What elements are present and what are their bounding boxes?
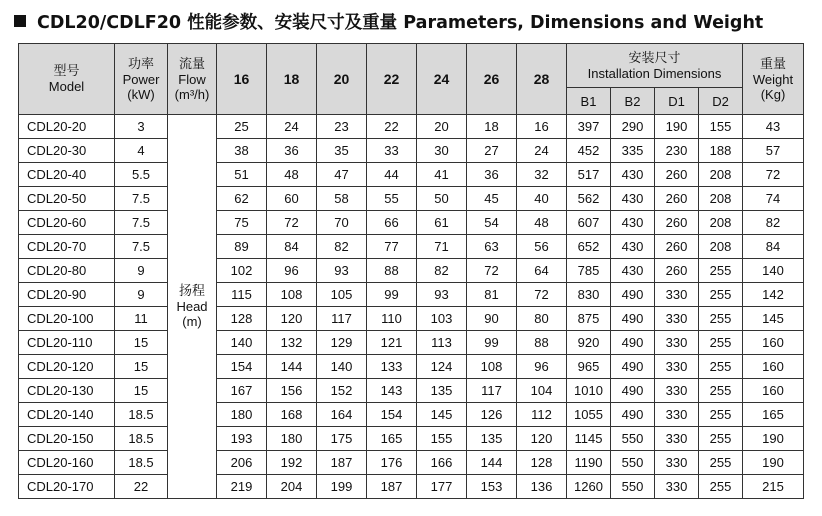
head-value-cell: 96	[517, 355, 567, 379]
dimension-value-cell: 330	[655, 403, 699, 427]
head-value-cell: 72	[267, 211, 317, 235]
head-value-cell: 153	[467, 475, 517, 499]
head-value-cell: 36	[267, 139, 317, 163]
head-value-cell: 32	[517, 163, 567, 187]
dimension-value-cell: 652	[567, 235, 611, 259]
weight-cell: 165	[743, 403, 804, 427]
head-value-cell: 22	[367, 115, 417, 139]
head-value-cell: 164	[317, 403, 367, 427]
dimension-value-cell: 255	[699, 403, 743, 427]
model-cell: CDL20-40	[19, 163, 115, 187]
dimension-value-cell: 430	[611, 211, 655, 235]
head-value-cell: 96	[267, 259, 317, 283]
weight-cell: 142	[743, 283, 804, 307]
power-cell: 9	[115, 259, 168, 283]
model-cell: CDL20-20	[19, 115, 115, 139]
head-value-cell: 93	[317, 259, 367, 283]
head-value-cell: 180	[267, 427, 317, 451]
head-value-cell: 41	[417, 163, 467, 187]
head-value-cell: 219	[217, 475, 267, 499]
dimension-value-cell: 607	[567, 211, 611, 235]
dimension-value-cell: 290	[611, 115, 655, 139]
power-cell: 18.5	[115, 403, 168, 427]
power-cell: 7.5	[115, 187, 168, 211]
head-value-cell: 136	[517, 475, 567, 499]
weight-cell: 160	[743, 379, 804, 403]
power-cell: 15	[115, 331, 168, 355]
head-value-cell: 177	[417, 475, 467, 499]
dimension-value-cell: 255	[699, 259, 743, 283]
model-header: 型号 Model	[19, 44, 115, 115]
dimension-value-cell: 430	[611, 187, 655, 211]
head-value-cell: 64	[517, 259, 567, 283]
head-value-cell: 80	[517, 307, 567, 331]
head-value-cell: 33	[367, 139, 417, 163]
power-cell: 4	[115, 139, 168, 163]
head-value-cell: 102	[217, 259, 267, 283]
head-value-cell: 129	[317, 331, 367, 355]
dimension-value-cell: 208	[699, 187, 743, 211]
table-row	[19, 139, 804, 163]
head-value-cell: 71	[417, 235, 467, 259]
head-value-cell: 60	[267, 187, 317, 211]
head-value-cell: 120	[517, 427, 567, 451]
head-value-cell: 140	[317, 355, 367, 379]
power-cell: 18.5	[115, 427, 168, 451]
head-value-cell: 48	[267, 163, 317, 187]
weight-cell: 84	[743, 235, 804, 259]
model-cell: CDL20-150	[19, 427, 115, 451]
weight-cell: 74	[743, 187, 804, 211]
dimension-value-cell: 330	[655, 379, 699, 403]
dimension-value-cell: 330	[655, 307, 699, 331]
dimension-value-cell: 330	[655, 451, 699, 475]
table-row	[19, 211, 804, 235]
head-value-cell: 121	[367, 331, 417, 355]
table-row	[19, 163, 804, 187]
head-value-cell: 187	[367, 475, 417, 499]
head-value-cell: 81	[467, 283, 517, 307]
dimension-value-cell: 920	[567, 331, 611, 355]
power-cell: 11	[115, 307, 168, 331]
head-value-cell: 154	[217, 355, 267, 379]
head-value-cell: 199	[317, 475, 367, 499]
dimension-value-cell: 490	[611, 331, 655, 355]
weight-cell: 215	[743, 475, 804, 499]
head-value-cell: 99	[467, 331, 517, 355]
dimension-header: D1	[655, 88, 699, 115]
head-value-cell: 166	[417, 451, 467, 475]
head-value-cell: 36	[467, 163, 517, 187]
head-value-cell: 105	[317, 283, 367, 307]
dimension-value-cell: 255	[699, 427, 743, 451]
dimension-value-cell: 490	[611, 355, 655, 379]
dimension-value-cell: 155	[699, 115, 743, 139]
head-value-cell: 93	[417, 283, 467, 307]
dimension-value-cell: 208	[699, 163, 743, 187]
head-value-cell: 48	[517, 211, 567, 235]
head-value-cell: 206	[217, 451, 267, 475]
dimension-value-cell: 517	[567, 163, 611, 187]
weight-header: 重量 Weight (Kg)	[743, 44, 804, 115]
table-row	[19, 451, 804, 475]
dimension-value-cell: 260	[655, 211, 699, 235]
model-cell: CDL20-30	[19, 139, 115, 163]
head-value-cell: 54	[467, 211, 517, 235]
head-value-cell: 133	[367, 355, 417, 379]
head-value-cell: 75	[217, 211, 267, 235]
head-value-cell: 120	[267, 307, 317, 331]
table-row	[19, 283, 804, 307]
dimension-header: B1	[567, 88, 611, 115]
dimension-value-cell: 1055	[567, 403, 611, 427]
head-value-cell: 112	[517, 403, 567, 427]
dimension-value-cell: 562	[567, 187, 611, 211]
head-value-cell: 84	[267, 235, 317, 259]
flow-value-header: 16	[217, 44, 267, 115]
dimension-value-cell: 188	[699, 139, 743, 163]
head-value-cell: 88	[517, 331, 567, 355]
table-row	[19, 115, 804, 139]
power-cell: 15	[115, 379, 168, 403]
head-value-cell: 61	[417, 211, 467, 235]
dimension-value-cell: 430	[611, 235, 655, 259]
head-value-cell: 77	[367, 235, 417, 259]
dimension-value-cell: 230	[655, 139, 699, 163]
dimension-value-cell: 430	[611, 163, 655, 187]
head-value-cell: 124	[417, 355, 467, 379]
head-value-cell: 44	[367, 163, 417, 187]
dimension-value-cell: 430	[611, 259, 655, 283]
dimension-value-cell: 490	[611, 379, 655, 403]
head-value-cell: 152	[317, 379, 367, 403]
head-value-cell: 192	[267, 451, 317, 475]
head-value-cell: 117	[467, 379, 517, 403]
head-value-cell: 168	[267, 403, 317, 427]
head-label-cn: 扬程	[178, 284, 205, 299]
head-value-cell: 18	[467, 115, 517, 139]
head-value-cell: 38	[217, 139, 267, 163]
head-value-cell: 154	[367, 403, 417, 427]
head-value-cell: 45	[467, 187, 517, 211]
head-value-cell: 20	[417, 115, 467, 139]
dimension-value-cell: 208	[699, 211, 743, 235]
dimension-value-cell: 490	[611, 403, 655, 427]
dimension-value-cell: 260	[655, 259, 699, 283]
dimension-header: D2	[699, 88, 743, 115]
dimension-value-cell: 550	[611, 427, 655, 451]
dimension-value-cell: 330	[655, 355, 699, 379]
spec-table	[18, 43, 804, 499]
model-cell: CDL20-80	[19, 259, 115, 283]
dimension-value-cell: 550	[611, 451, 655, 475]
head-value-cell: 89	[217, 235, 267, 259]
table-row	[19, 331, 804, 355]
dimension-value-cell: 1145	[567, 427, 611, 451]
model-cell: CDL20-120	[19, 355, 115, 379]
table-row	[19, 403, 804, 427]
model-cell: CDL20-140	[19, 403, 115, 427]
head-value-cell: 30	[417, 139, 467, 163]
flow-header: 流量 Flow (m³/h)	[168, 44, 217, 115]
head-value-cell: 115	[217, 283, 267, 307]
dimension-value-cell: 330	[655, 475, 699, 499]
flow-value-header: 26	[467, 44, 517, 115]
head-value-cell: 16	[517, 115, 567, 139]
weight-cell: 145	[743, 307, 804, 331]
dimension-value-cell: 397	[567, 115, 611, 139]
head-label-en: Head	[176, 299, 208, 314]
power-cell: 18.5	[115, 451, 168, 475]
table-row	[19, 379, 804, 403]
dimension-value-cell: 255	[699, 331, 743, 355]
head-value-cell: 47	[317, 163, 367, 187]
head-value-cell: 99	[367, 283, 417, 307]
dimension-value-cell: 255	[699, 355, 743, 379]
weight-cell: 82	[743, 211, 804, 235]
head-value-cell: 126	[467, 403, 517, 427]
head-value-cell: 27	[467, 139, 517, 163]
model-cell: CDL20-110	[19, 331, 115, 355]
model-cell: CDL20-50	[19, 187, 115, 211]
dimension-value-cell: 255	[699, 451, 743, 475]
head-value-cell: 24	[517, 139, 567, 163]
flow-value-header: 28	[517, 44, 567, 115]
head-value-cell: 117	[317, 307, 367, 331]
dimension-value-cell: 1010	[567, 379, 611, 403]
model-cell: CDL20-70	[19, 235, 115, 259]
dimension-value-cell: 255	[699, 283, 743, 307]
power-cell: 3	[115, 115, 168, 139]
head-value-cell: 62	[217, 187, 267, 211]
table-row	[19, 355, 804, 379]
table-row	[19, 307, 804, 331]
head-value-cell: 72	[517, 283, 567, 307]
head-value-cell: 165	[367, 427, 417, 451]
dimension-value-cell: 260	[655, 187, 699, 211]
power-cell: 5.5	[115, 163, 168, 187]
weight-cell: 160	[743, 355, 804, 379]
head-value-cell: 175	[317, 427, 367, 451]
table-row	[19, 235, 804, 259]
head-value-cell: 63	[467, 235, 517, 259]
head-value-cell: 66	[367, 211, 417, 235]
head-value-cell: 58	[317, 187, 367, 211]
head-value-cell: 156	[267, 379, 317, 403]
head-value-cell: 90	[467, 307, 517, 331]
page-title	[14, 6, 763, 36]
head-value-cell: 187	[317, 451, 367, 475]
dimension-value-cell: 490	[611, 307, 655, 331]
head-value-cell: 51	[217, 163, 267, 187]
dimension-value-cell: 208	[699, 235, 743, 259]
dimension-value-cell: 1260	[567, 475, 611, 499]
weight-cell: 190	[743, 451, 804, 475]
weight-cell: 57	[743, 139, 804, 163]
model-cell: CDL20-60	[19, 211, 115, 235]
weight-cell: 140	[743, 259, 804, 283]
table-row	[19, 427, 804, 451]
dimension-value-cell: 452	[567, 139, 611, 163]
dimension-value-cell: 490	[611, 283, 655, 307]
weight-cell: 190	[743, 427, 804, 451]
head-value-cell: 113	[417, 331, 467, 355]
head-value-cell: 25	[217, 115, 267, 139]
head-value-cell: 70	[317, 211, 367, 235]
head-value-cell: 144	[467, 451, 517, 475]
head-value-cell: 140	[217, 331, 267, 355]
dimension-value-cell: 255	[699, 307, 743, 331]
head-value-cell: 103	[417, 307, 467, 331]
head-value-cell: 108	[267, 283, 317, 307]
flow-value-header: 18	[267, 44, 317, 115]
head-value-cell: 180	[217, 403, 267, 427]
head-value-cell: 176	[367, 451, 417, 475]
head-value-cell: 56	[517, 235, 567, 259]
flow-value-header: 22	[367, 44, 417, 115]
head-value-cell: 128	[217, 307, 267, 331]
dimension-value-cell: 190	[655, 115, 699, 139]
head-value-cell: 82	[417, 259, 467, 283]
dimension-value-cell: 255	[699, 379, 743, 403]
dimension-value-cell: 330	[655, 283, 699, 307]
head-value-cell: 50	[417, 187, 467, 211]
head-value-cell: 108	[467, 355, 517, 379]
head-value-cell: 23	[317, 115, 367, 139]
dimension-value-cell: 330	[655, 331, 699, 355]
head-value-cell: 204	[267, 475, 317, 499]
head-value-cell: 104	[517, 379, 567, 403]
model-cell: CDL20-130	[19, 379, 115, 403]
head-value-cell: 132	[267, 331, 317, 355]
model-cell: CDL20-160	[19, 451, 115, 475]
head-value-cell: 24	[267, 115, 317, 139]
power-cell: 7.5	[115, 235, 168, 259]
power-cell: 15	[115, 355, 168, 379]
flow-value-header: 24	[417, 44, 467, 115]
head-value-cell: 135	[467, 427, 517, 451]
dimension-value-cell: 255	[699, 475, 743, 499]
model-cell: CDL20-170	[19, 475, 115, 499]
head-value-cell: 145	[417, 403, 467, 427]
dimension-value-cell: 1190	[567, 451, 611, 475]
head-value-cell: 155	[417, 427, 467, 451]
table-row	[19, 475, 804, 499]
head-value-cell: 88	[367, 259, 417, 283]
table-row	[19, 187, 804, 211]
head-value-cell: 55	[367, 187, 417, 211]
installation-dimensions-header: 安装尺寸 Installation Dimensions	[567, 44, 743, 88]
dimension-value-cell: 785	[567, 259, 611, 283]
power-cell: 9	[115, 283, 168, 307]
dimension-value-cell: 965	[567, 355, 611, 379]
head-value-cell: 193	[217, 427, 267, 451]
square-bullet-icon	[14, 15, 26, 27]
weight-cell: 160	[743, 331, 804, 355]
power-cell: 7.5	[115, 211, 168, 235]
head-value-cell: 35	[317, 139, 367, 163]
dimension-value-cell: 830	[567, 283, 611, 307]
head-value-cell: 82	[317, 235, 367, 259]
head-value-cell: 135	[417, 379, 467, 403]
head-value-cell: 128	[517, 451, 567, 475]
head-value-cell: 144	[267, 355, 317, 379]
head-label-unit: (m)	[182, 314, 202, 329]
power-header: 功率 Power (kW)	[115, 44, 168, 115]
page-title-text: CDL20/CDLF20 性能参数、安装尺寸及重量 Parameters, Dimensions and Weight	[37, 12, 764, 33]
dimension-header: B2	[611, 88, 655, 115]
head-value-cell: 167	[217, 379, 267, 403]
dimension-value-cell: 330	[655, 427, 699, 451]
dimension-value-cell: 550	[611, 475, 655, 499]
dimension-value-cell: 260	[655, 235, 699, 259]
head-value-cell: 110	[367, 307, 417, 331]
model-cell: CDL20-100	[19, 307, 115, 331]
weight-cell: 72	[743, 163, 804, 187]
table-row	[19, 259, 804, 283]
weight-cell: 43	[743, 115, 804, 139]
model-cell: CDL20-90	[19, 283, 115, 307]
dimension-value-cell: 260	[655, 163, 699, 187]
power-cell: 22	[115, 475, 168, 499]
head-label-cell	[168, 115, 217, 499]
dimension-value-cell: 875	[567, 307, 611, 331]
flow-value-header: 20	[317, 44, 367, 115]
head-value-cell: 143	[367, 379, 417, 403]
head-value-cell: 40	[517, 187, 567, 211]
dimension-value-cell: 335	[611, 139, 655, 163]
head-value-cell: 72	[467, 259, 517, 283]
